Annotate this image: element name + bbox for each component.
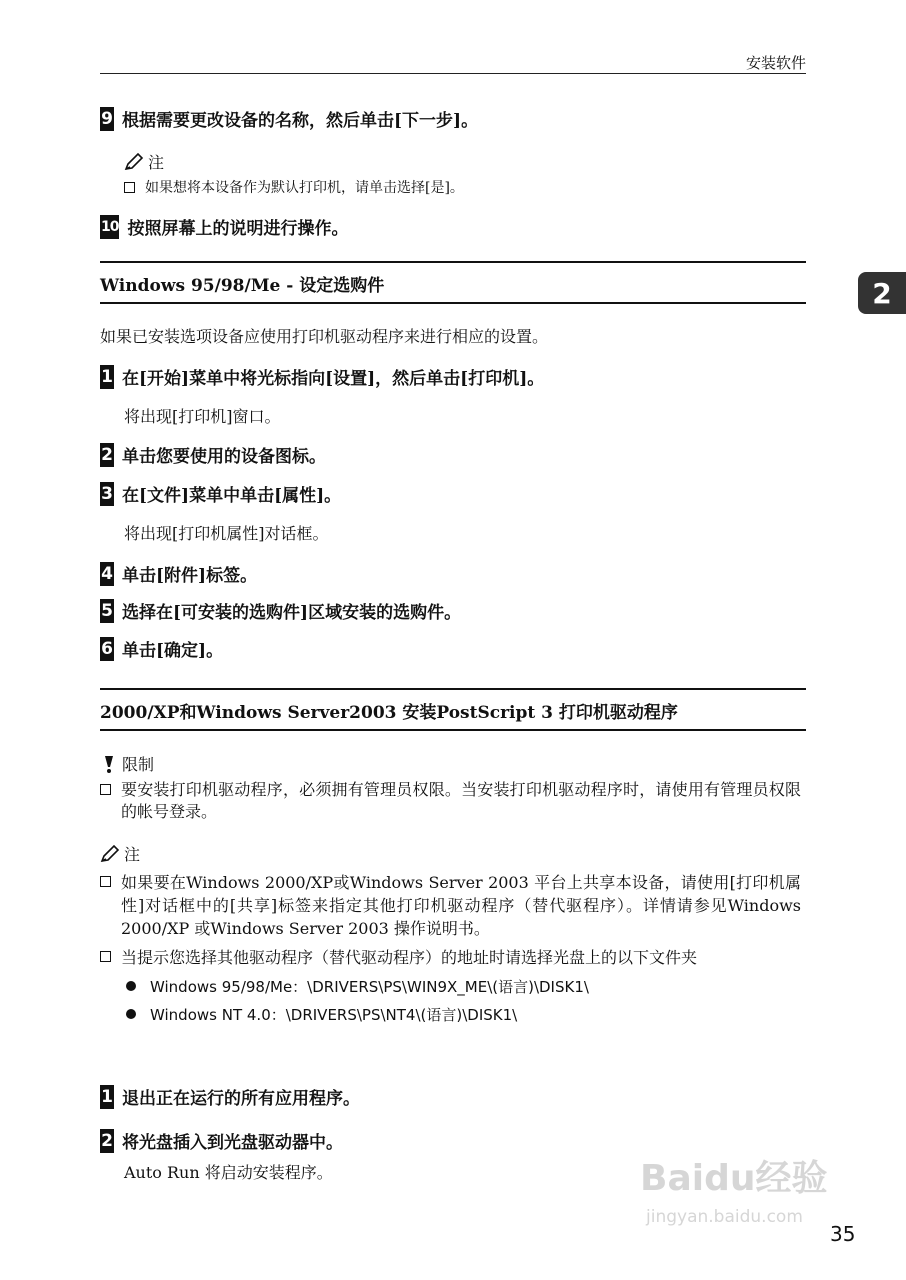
step-result: 将出现[打印机]窗口。 — [124, 407, 281, 426]
limit-item — [100, 779, 801, 823]
step-6 — [100, 636, 223, 661]
note-block — [100, 842, 801, 1027]
note-item-text: 如果要在Windows 2000/XP或Windows Server 2003 平台上共享本设备，请使用[打印机属性]对话框中的[共享]标签来指定其他打印机驱动程序（替代驱程序）。详情请参见Windows 2000/XP 或Windows Server 2003 操作说明书。 — [121, 873, 801, 938]
step-number: 5 — [101, 600, 113, 621]
note-heading — [100, 842, 801, 865]
pencil-icon — [100, 845, 120, 863]
step-text: 根据需要更改设备的名称，然后单击[下一步]。 — [122, 111, 479, 131]
step-4 — [100, 561, 257, 586]
step-number: 4 — [101, 563, 113, 584]
path-item — [126, 1003, 801, 1027]
note-label: 注 — [148, 153, 165, 172]
step-text: 单击您要使用的设备图标。 — [122, 447, 326, 467]
watermark-brand: Baidu经验 — [640, 1158, 828, 1199]
step-number: 1 — [101, 366, 113, 387]
step-number: 2 — [101, 444, 113, 465]
step-number: 3 — [101, 483, 113, 504]
bullet-dot-icon — [126, 1009, 136, 1019]
step-result: 将出现[打印机属性]对话框。 — [124, 524, 329, 543]
step-number: 9 — [101, 108, 113, 129]
note-label: 注 — [124, 845, 141, 864]
step-2 — [100, 1128, 343, 1153]
watermark-url: jingyan.baidu.com — [646, 1207, 803, 1227]
limit-item-text: 要安装打印机驱动程序，必须拥有管理员权限。当安装打印机驱动程序时，请使用有管理员权限的帐号登录。 — [121, 780, 801, 821]
note-heading — [124, 150, 464, 173]
note-item — [124, 177, 464, 199]
path-text: Windows NT 4.0：\DRIVERS\PS\NT4\(语言)\DISK1\ — [150, 1006, 518, 1024]
checkbox-bullet-icon — [100, 876, 111, 887]
step-result: Auto Run 将启动安装程序。 — [124, 1163, 333, 1182]
header-title: 安装软件 — [745, 54, 806, 72]
checkbox-bullet-icon — [100, 951, 111, 962]
step-number: 1 — [101, 1086, 113, 1107]
note-item-text: 如果想将本设备作为默认打印机，请单击选择[是]。 — [145, 180, 464, 196]
note-item — [100, 946, 801, 969]
step-number: 2 — [101, 1130, 113, 1151]
path-item — [126, 975, 801, 999]
limit-heading — [100, 752, 801, 775]
step-text: 将光盘插入到光盘驱动器中。 — [122, 1133, 343, 1153]
step-text: 选择在[可安装的选购件]区域安装的选购件。 — [122, 603, 462, 623]
note-item-text: 当提示您选择其他驱动程序（替代驱动程序）的地址时请选择光盘上的以下文件夹 — [121, 948, 698, 967]
step-text: 单击[确定]。 — [122, 641, 224, 661]
step-text: 退出正在运行的所有应用程序。 — [122, 1089, 360, 1109]
note-item — [100, 871, 801, 940]
section-heading: Windows 95/98/Me - 设定选购件 — [100, 261, 806, 304]
path-text: Windows 95/98/Me：\DRIVERS\PS\WIN9X_ME\(语言)\DISK1\ — [150, 978, 589, 996]
limit-label: 限制 — [122, 755, 155, 774]
note-block — [124, 150, 464, 199]
pencil-icon — [124, 153, 144, 171]
section-heading: 2000/XP和Windows Server2003 安装PostScript 3 打印机驱动程序 — [100, 688, 806, 731]
step-5 — [100, 598, 461, 623]
step-text: 按照屏幕上的说明进行操作。 — [127, 219, 349, 239]
step-3 — [100, 481, 341, 506]
intro-text: 如果已安装选项设备应使用打印机驱动程序来进行相应的设置。 — [100, 327, 549, 346]
step-2 — [100, 442, 326, 467]
exclamation-icon — [100, 754, 118, 774]
step-1 — [100, 1084, 360, 1109]
step-text: 单击[附件]标签。 — [122, 566, 258, 586]
step-1 — [100, 364, 544, 389]
checkbox-bullet-icon — [124, 182, 135, 193]
chapter-tab: 2 — [858, 272, 906, 314]
limit-block — [100, 752, 801, 823]
baidu-watermark — [640, 1150, 827, 1227]
checkbox-bullet-icon — [100, 784, 111, 795]
header-rule — [100, 73, 806, 74]
step-number: 6 — [101, 638, 113, 659]
bullet-dot-icon — [126, 981, 136, 991]
step-9 — [100, 106, 478, 131]
step-10 — [100, 214, 348, 239]
page-number: 35 — [830, 1222, 856, 1246]
step-text: 在[开始]菜单中将光标指向[设置]，然后单击[打印机]。 — [122, 369, 545, 389]
step-number: 10 — [100, 215, 119, 239]
step-text: 在[文件]菜单中单击[属性]。 — [122, 486, 342, 506]
